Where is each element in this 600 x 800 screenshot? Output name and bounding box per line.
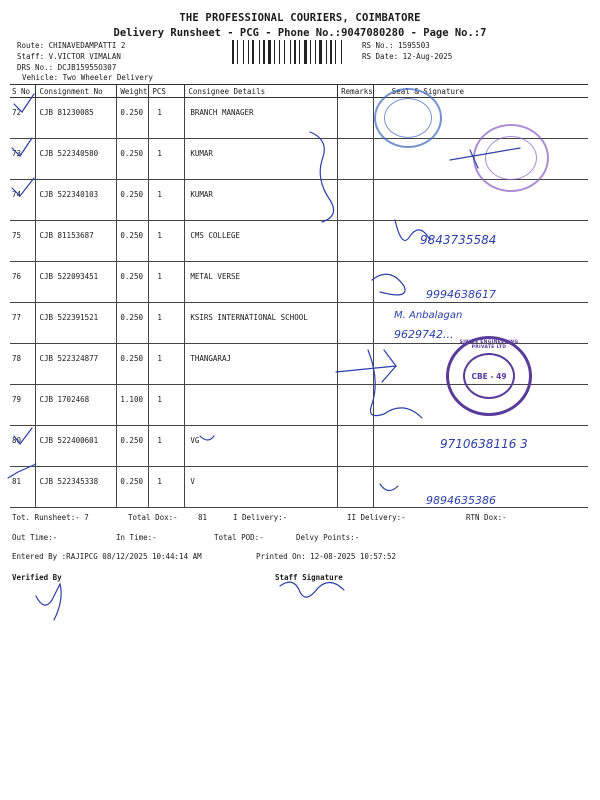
cell-pcs: 1 [149, 221, 185, 262]
col-header-consignment: Consignment No [36, 85, 117, 98]
tick-mark [12, 138, 32, 156]
cell-consignment: CJB 1702468 [36, 385, 117, 426]
cell-weight: 0.250 [117, 180, 149, 221]
cell-sno: 80 [10, 426, 36, 467]
tot-runsheet: Tot. Runsheet:- 7 [12, 513, 89, 522]
signature-scribble [380, 484, 398, 491]
cell-consignment: CJB 522391521 [36, 303, 117, 344]
cell-pcs: 1 [149, 303, 185, 344]
cell-pcs: 1 [149, 139, 185, 180]
rs-date-label: RS Date: 12-Aug-2025 [362, 52, 453, 61]
tick-mark [14, 428, 32, 444]
cell-pcs: 1 [149, 262, 185, 303]
cell-consignment: CJB 522345338 [36, 467, 117, 508]
cell-sno: 74 [10, 180, 36, 221]
handwritten-phone-76: 9994638617 [426, 288, 496, 301]
cell-weight: 1.100 [117, 385, 149, 426]
printed-on: Printed On: 12-08-2025 10:57:52 [256, 552, 396, 561]
cell-sno: 79 [10, 385, 36, 426]
staff-signature-label: Staff Signature [275, 573, 343, 582]
entered-by: Entered By :RAJIPCG 08/12/2025 10:44:14 AM [12, 552, 202, 561]
cell-consignment: CJB 81230085 [36, 98, 117, 139]
route-label: Route: CHINAVEDAMPATTI 2 [17, 41, 126, 50]
cell-consignee: V [185, 467, 338, 508]
cell-sno: 75 [10, 221, 36, 262]
cell-sno: 76 [10, 262, 36, 303]
col-header-remarks: Remarks [338, 85, 374, 98]
signature-scribble [372, 274, 405, 295]
cell-sno: 73 [10, 139, 36, 180]
verified-by-label: Verified By [12, 573, 62, 582]
signature-scribble [450, 148, 520, 168]
tick-mark [8, 464, 36, 478]
handwritten-phone-77: 9629742... [394, 328, 454, 341]
cell-consignee: METAL VERSE [185, 262, 338, 303]
tick-mark [14, 94, 34, 112]
rs-no-label: RS No.: 1595503 [362, 41, 430, 50]
handwritten-phone-80: 9710638116 3 [440, 437, 528, 451]
bracket-stroke [310, 132, 334, 222]
total-pod-label: Total POD:- [214, 533, 264, 542]
col-header-seal: Seal & Signature [373, 85, 588, 98]
cell-weight: 0.250 [117, 139, 149, 180]
col-header-pcs: PCS [149, 85, 185, 98]
cell-weight: 0.250 [117, 303, 149, 344]
cell-sno: 72 [10, 98, 36, 139]
company-title: THE PROFESSIONAL COURIERS, COIMBATORE [179, 12, 421, 24]
cell-weight: 0.250 [117, 467, 149, 508]
cell-pcs: 1 [149, 385, 185, 426]
cell-consignment: CJB 522093451 [36, 262, 117, 303]
cell-weight: 0.250 [117, 221, 149, 262]
delvy-points-label: Delvy Points:- [296, 533, 360, 542]
ii-delivery-label: II Delivery:- [347, 513, 406, 522]
cell-pcs: 1 [149, 98, 185, 139]
cell-consignee: CMS COLLEGE [185, 221, 338, 262]
cell-consignment: CJB 81153687 [36, 221, 117, 262]
staff-signature-scribble [280, 582, 344, 597]
cell-sno: 78 [10, 344, 36, 385]
seal-ring-text: SIRIUS ENGINEERING PRIVATE LTD [459, 340, 519, 350]
col-header-sno: S No [10, 85, 36, 98]
cell-pcs: 1 [149, 344, 185, 385]
vehicle-label: Vehicle: Two Wheeler Delivery [22, 73, 153, 82]
out-time-label: Out Time:- [12, 533, 58, 542]
cell-weight: 0.250 [117, 262, 149, 303]
cell-pcs: 1 [149, 180, 185, 221]
cell-pcs: 1 [149, 467, 185, 508]
cell-weight: 0.250 [117, 344, 149, 385]
drs-label: DRS No.: DCJB15955O307 [17, 63, 117, 72]
cell-sno: 81 [10, 467, 36, 508]
runsheet-subtitle: Delivery Runsheet - PCG - Phone No.:9047080280 - Page No.:7 [113, 27, 487, 39]
signature-scribble [368, 350, 422, 418]
initials-scribble [200, 436, 214, 440]
cell-weight: 0.250 [117, 426, 149, 467]
rtn-dox-label: RTN Dox:- [466, 513, 507, 522]
cell-consignee: BRANCH MANAGER [185, 98, 338, 139]
cell-consignee: VG [185, 426, 338, 467]
arrow-stroke [336, 350, 396, 382]
cell-consignment: CJB 522340103 [36, 180, 117, 221]
cell-consignment: CJB 522324877 [36, 344, 117, 385]
tick-mark [12, 178, 34, 196]
col-header-weight: Weight [117, 85, 149, 98]
handwritten-phone-81: 9894635386 [426, 494, 496, 507]
cell-consignment: CJB 522340580 [36, 139, 117, 180]
cell-pcs: 1 [149, 426, 185, 467]
in-time-label: In Time:- [116, 533, 157, 542]
seal-code-text: CBE - 49 [471, 371, 507, 381]
cell-consignment: CJB 522400601 [36, 426, 117, 467]
total-dox-value: 81 [198, 513, 208, 522]
cell-consignee: THANGARAJ [185, 344, 338, 385]
col-header-consignee: Consignee Details [185, 85, 338, 98]
cell-consignee: KSIRS INTERNATIONAL SCHOOL [185, 303, 338, 344]
staff-label: Staff: V.VICTOR VIMALAN [17, 52, 121, 61]
cell-weight: 0.250 [117, 98, 149, 139]
total-dox-label: Total Dox:- [128, 513, 178, 522]
handwritten-name-77: M. Anbalagan [394, 310, 463, 321]
cell-consignee: KUMAR [185, 139, 338, 180]
cell-sno: 77 [10, 303, 36, 344]
i-delivery-label: I Delivery:- [233, 513, 288, 522]
verified-signature [36, 584, 61, 620]
handwritten-phone-75: 9843735584 [420, 233, 497, 247]
cell-consignee: KUMAR [185, 180, 338, 221]
